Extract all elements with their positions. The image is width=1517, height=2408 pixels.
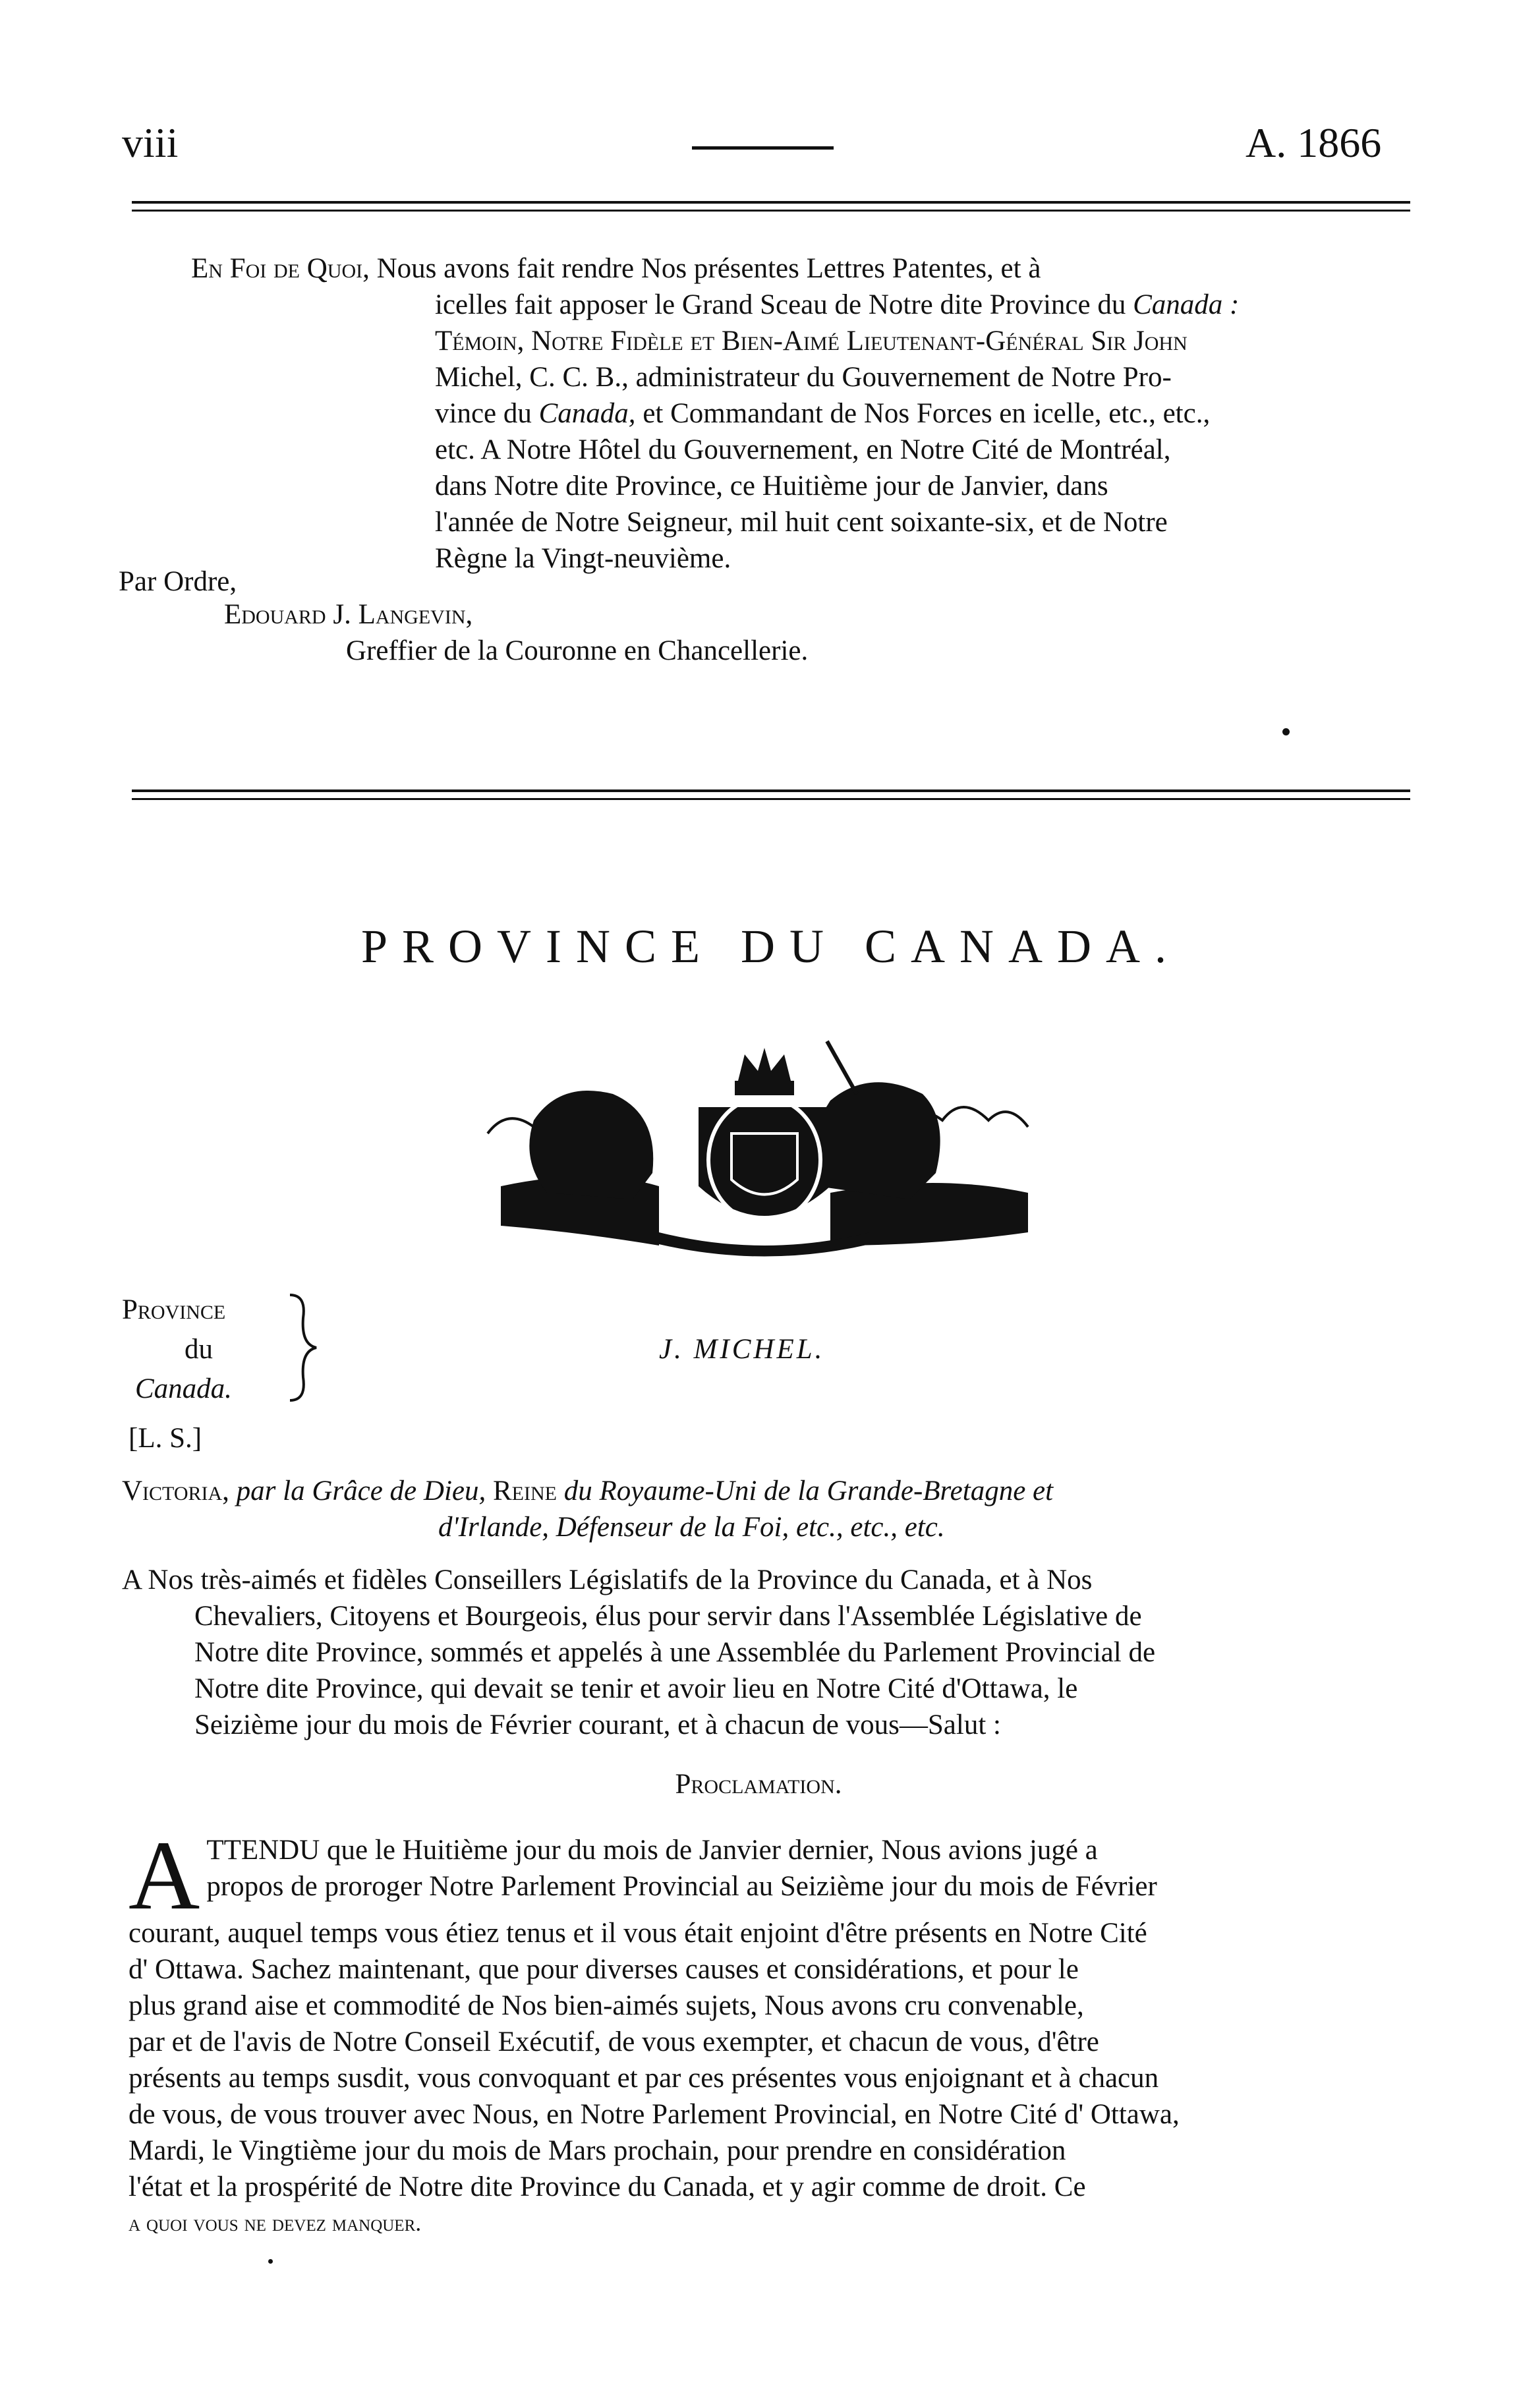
attestation-lead: En Foi de Quoi,: [191, 253, 370, 284]
address: [122, 1562, 1414, 1743]
proclamation-body: [129, 1821, 1420, 2241]
attestation-line-8: l'année de Notre Seigneur, mil huit cent soixante-six, et de Notre: [435, 507, 1168, 538]
attestation-line-9: Règne la Vingt-neuvième.: [435, 543, 731, 574]
seal-ls: [L. S.]: [129, 1423, 202, 1454]
attestation-line-1: Nous avons fait rendre Nos présentes Lettres Patentes, et à: [369, 253, 1041, 284]
margin-canada: Canada.: [135, 1373, 232, 1404]
proclamation-line-4: plus grand aise et commodité de Nos bien-aimés sujets, Nous avons cru convenable,: [129, 1990, 1084, 2021]
attestation-canada: Canada :: [1133, 289, 1240, 320]
royal-coat-of-arms-icon: [461, 1035, 1068, 1259]
attestation-line-7: dans Notre dite Province, ce Huitième jour de Janvier, dans: [435, 471, 1108, 502]
mid-rule-2: [132, 798, 1410, 800]
attestation-line-5-canada: Canada,: [538, 398, 636, 429]
address-line-1: A Nos très-aimés et fidèles Conseillers Législatifs de la Province du Canada, et à Nos: [122, 1564, 1093, 1595]
attestation-line-5: vince du: [435, 398, 539, 429]
proclamation-line-1: propos de proroger Notre Parlement Provincial au Seizième jour du mois de Février: [206, 1871, 1157, 1902]
top-rule-2: [132, 210, 1410, 212]
royal-style-line-1a: par la Grâce de Dieu,: [229, 1476, 493, 1506]
proclamation-first: TTENDU que le Huitième jour du mois de Janvier dernier, Nous avions jugé a: [206, 1835, 1098, 1866]
dropcap: A: [129, 1821, 200, 1930]
margin-province: Province: [122, 1294, 226, 1325]
page-number: viii: [122, 119, 179, 166]
dot-mark: [1282, 728, 1290, 735]
attestation-line-5-rest: et Commandant de Nos Forces en icelle, etc., etc.,: [635, 398, 1211, 429]
margin-du: du: [185, 1334, 213, 1365]
address-line-5: Seizième jour du mois de Février courant, et à chacun de vous—Salut :: [194, 1709, 1001, 1740]
year: A. 1866: [1245, 119, 1382, 166]
proclamation-line-8: Mardi, le Vingtième jour du mois de Mars prochain, pour prendre en considération: [129, 2135, 1066, 2166]
address-line-2: Chevaliers, Citoyens et Bourgeois, élus pour servir dans l'Assemblée Législative de: [194, 1601, 1142, 1632]
top-rule-1: [132, 201, 1410, 204]
address-line-3: Notre dite Province, sommés et appelés à une Assemblée du Parlement Provincial de: [194, 1637, 1156, 1668]
royal-style-line-2: d'Irlande, Défenseur de la Foi, etc., etc., etc.: [438, 1512, 945, 1543]
signatory-name: Edouard J. Langevin,: [224, 599, 473, 630]
proclamation-line-10: a quoi vous ne devez manquer.: [129, 2210, 422, 2236]
attestation: [191, 250, 1410, 577]
brace-icon: [287, 1292, 320, 1404]
proclamation-line-7: de vous, de vous trouver avec Nous, en Notre Parlement Provincial, en Notre Cité d' Ottawa,: [129, 2099, 1180, 2130]
reine: Reine: [492, 1476, 557, 1506]
proclamation-line-6: présents au temps susdit, vous convoquant et par ces présentes vous enjoignant et à chacun: [129, 2063, 1159, 2094]
attestation-line-3: Témoin, Notre Fidèle et Bien-Aimé Lieutenant-Général Sir John: [435, 326, 1188, 357]
proclamation-line-5: par et de l'avis de Notre Conseil Exécutif, de vous exempter, et chacun de vous, d'être: [129, 2026, 1099, 2057]
victoria: Victoria,: [122, 1476, 229, 1506]
footer-dot: [268, 2259, 273, 2264]
signer-name: J. MICHEL.: [659, 1334, 825, 1365]
proclamation-line-2: courant, auquel temps vous étiez tenus et il vous était enjoint d'être présents en Notre Cité: [129, 1918, 1147, 1949]
page-title: PROVINCE DU CANADA.: [360, 920, 1182, 973]
proclamation-heading: Proclamation.: [675, 1769, 842, 1800]
proclamation-line-3: d' Ottawa. Sachez maintenant, que pour diverses causes et considérations, et pour le: [129, 1954, 1079, 1985]
mid-rule-1: [132, 789, 1410, 792]
address-line-4: Notre dite Province, qui devait se tenir et avoir lieu en Notre Cité d'Ottawa, le: [194, 1673, 1078, 1704]
header-dash: [692, 146, 834, 150]
attestation-line-4: Michel, C. C. B., administrateur du Gouvernement de Notre Pro-: [435, 362, 1172, 393]
attestation-line-6: etc. A Notre Hôtel du Gouvernement, en Notre Cité de Montréal,: [435, 434, 1171, 465]
signatory-office: Greffier de la Couronne en Chancellerie.: [346, 635, 809, 666]
par-ordre: Par Ordre,: [119, 566, 237, 597]
royal-style: [122, 1473, 1414, 1545]
proclamation-line-9: l'état et la prospérité de Notre dite Province du Canada, et y agir comme de droit. Ce: [129, 2171, 1086, 2202]
royal-style-line-1b: du Royaume-Uni de la Grande-Bretagne et: [556, 1476, 1054, 1506]
attestation-line-2: icelles fait apposer le Grand Sceau de Notre dite Province du: [435, 289, 1133, 320]
